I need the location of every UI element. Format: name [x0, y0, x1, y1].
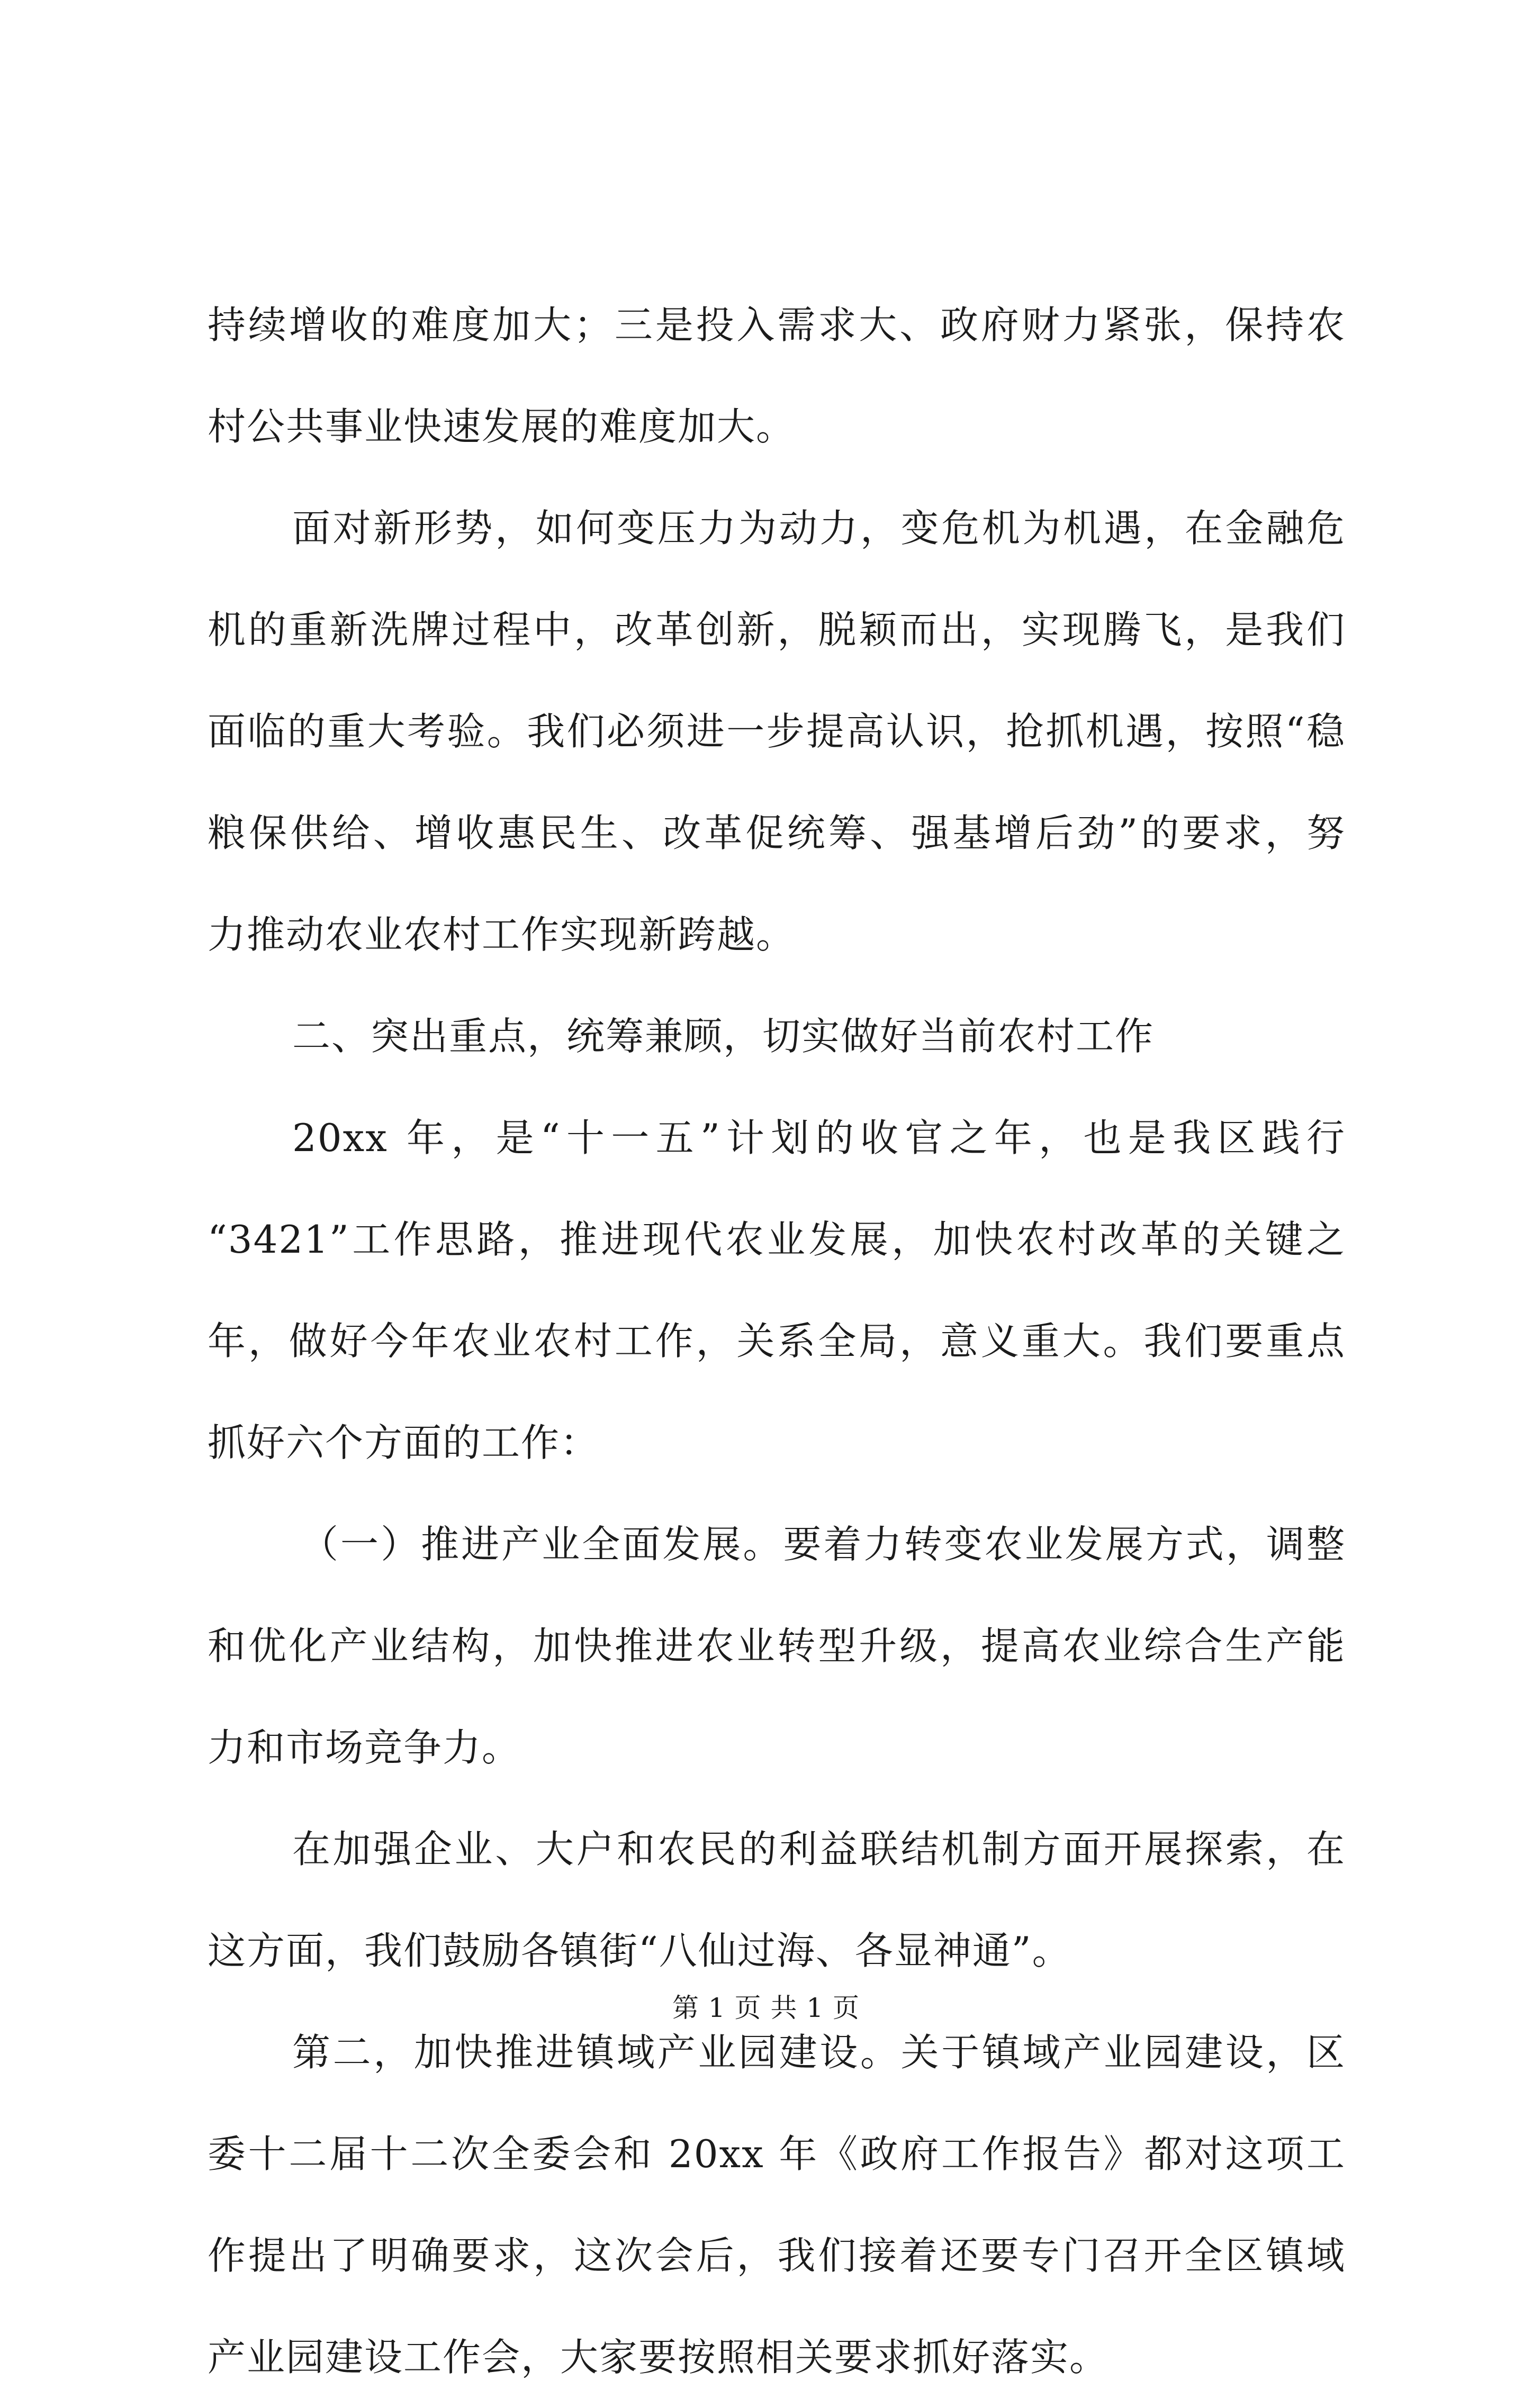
text-line: 这方面，我们鼓励各镇街“八仙过海、各显神通”。	[208, 1929, 1071, 1973]
text-line: “3421”工作思路，推进现代农业发展，加快农村改革的关键之	[208, 1217, 1346, 1262]
text-line: 作提出了明确要求，这次会后，我们接着还要专门召开全区镇域	[208, 2233, 1346, 2278]
page-number-footer: 第 1 页 共 1 页	[672, 1993, 860, 2023]
text-line: 委十二届十二次全委会和 20xx 年《政府工作报告》都对这项工	[208, 2132, 1346, 2176]
text-line: 持续增收的难度加大；三是投入需求大、政府财力紧张，保持农	[208, 303, 1346, 347]
text-line: 机的重新洗牌过程中，改革创新，脱颖而出，实现腾飞，是我们	[208, 608, 1346, 652]
text-line: 村公共事业快速发展的难度加大。	[208, 404, 796, 449]
paragraph-start-line: 面对新形势，如何变压力为动力，变危机为机遇，在金融危	[292, 506, 1346, 550]
text-line: 力推动农业农村工作实现新跨越。	[208, 912, 796, 957]
paragraph-start-line: 20xx 年，是“十一五”计划的收官之年，也是我区践行	[292, 1116, 1346, 1160]
text-line: 抓好六个方面的工作：	[208, 1420, 600, 1465]
paragraph-start-line: 在加强企业、大户和农民的利益联结机制方面开展探索，在	[292, 1827, 1346, 1871]
paragraph-start-line: 第二，加快推进镇域产业园建设。关于镇域产业园建设，区	[292, 2030, 1346, 2075]
subsection-heading-line: （一）推进产业全面发展。要着力转变农业发展方式，调整	[300, 1522, 1346, 1567]
section-heading: 二、突出重点，统筹兼顾，切实做好当前农村工作	[292, 1014, 1155, 1058]
text-line: 粮保供给、增收惠民生、改革促统筹、强基增后劲”的要求，努	[208, 811, 1346, 855]
text-line: 年，做好今年农业农村工作，关系全局，意义重大。我们要重点	[208, 1319, 1346, 1363]
text-line: 和优化产业结构，加快推进农业转型升级，提高农业综合生产能	[208, 1624, 1346, 1668]
text-line: 产业园建设工作会，大家要按照相关要求抓好落实。	[208, 2335, 1109, 2379]
text-line: 力和市场竞争力。	[208, 1725, 521, 1770]
document-body	[208, 274, 1346, 2408]
text-line: 面临的重大考验。我们必须进一步提高认识，抢抓机遇，按照“稳	[208, 709, 1346, 754]
